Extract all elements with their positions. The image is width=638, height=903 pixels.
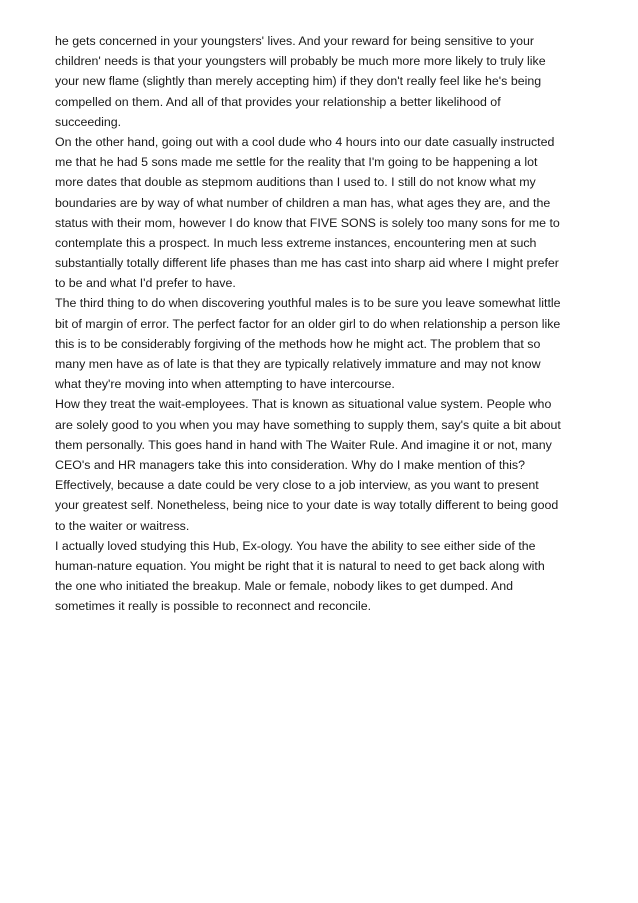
text-line: he gets concerned in your youngsters' lives. And your reward for being sensitive to your: [55, 34, 534, 48]
text-line: children' needs is that your youngsters will probably be much more more likely to truly like: [55, 54, 546, 69]
text-line: your greatest self. Nonetheless, being nice to your date is way totally different to being good: [55, 498, 559, 513]
text-line: The third thing to do when discovering youthful males is to be sure you leave somewhat little: [55, 296, 561, 311]
text-line: sometimes it really is possible to reconnect and reconcile.: [55, 599, 372, 614]
text-line: many men have as of late is that they are typically relatively immature and may not know: [55, 357, 541, 371]
text-line: more dates that double as stepmom auditions than I used to. I still do not know what my: [55, 175, 536, 190]
text-line: On the other hand, going out with a cool dude who 4 hours into our date casually instructed: [55, 134, 555, 149]
text-line: status with their mom, however I do know that FIVE SONS is solely too many sons for me to: [55, 215, 560, 230]
text-line: to be and what I'd prefer to have.: [55, 276, 236, 291]
text-line: I actually loved studying this Hub, Ex-ology. You have the ability to see either side of the: [55, 538, 536, 553]
text-line: your new flame (slightly than merely accepting him) if they don't really feel like he's being: [55, 74, 542, 89]
text-line: human-nature equation. You might be right that it is natural to need to get back along with: [55, 558, 545, 573]
text-line: contemplate this a prospect. In much less extreme instances, encountering men at such: [55, 235, 537, 250]
text-line: boundaries are by way of what number of children a man has, what ages they are, and the: [55, 195, 551, 210]
text-line: substantially totally different life phases than me has cast into sharp aid where I might prefer: [55, 256, 559, 271]
text-line: compelled on them. And all of that provides your relationship a better likelihood of: [55, 94, 501, 109]
text-line: CEO's and HR managers take this into consideration. Why do I make mention of this?: [55, 457, 525, 472]
text-line: Effectively, because a date could be very close to a job interview, as you want to present: [55, 478, 539, 493]
text-line: succeeding.: [55, 114, 122, 129]
text-line: are solely good to you when you may have something to supply them, say's quite a bit about: [55, 417, 561, 432]
text-line: what they're moving into when attempting to have intercourse.: [55, 377, 395, 392]
text-line: this is to be considerably forgiving of the methods how he might act. The problem that so: [55, 336, 541, 351]
text-line: to the waiter or waitress.: [55, 518, 190, 533]
body-text: [55, 31, 595, 616]
text-line: How they treat the wait-employees. That is known as situational value system. People who: [55, 397, 552, 412]
text-line: bit of margin of error. The perfect factor for an older girl to do when relationship a person like: [55, 316, 561, 331]
text-line: me that he had 5 sons made me settle for the reality that I'm going to be happening a lot: [55, 155, 538, 170]
text-line: them personally. This goes hand in hand with The Waiter Rule. And imagine it or not, many: [55, 437, 552, 452]
text-line: the one who initiated the breakup. Male or female, nobody likes to get dumped. And: [55, 579, 514, 594]
